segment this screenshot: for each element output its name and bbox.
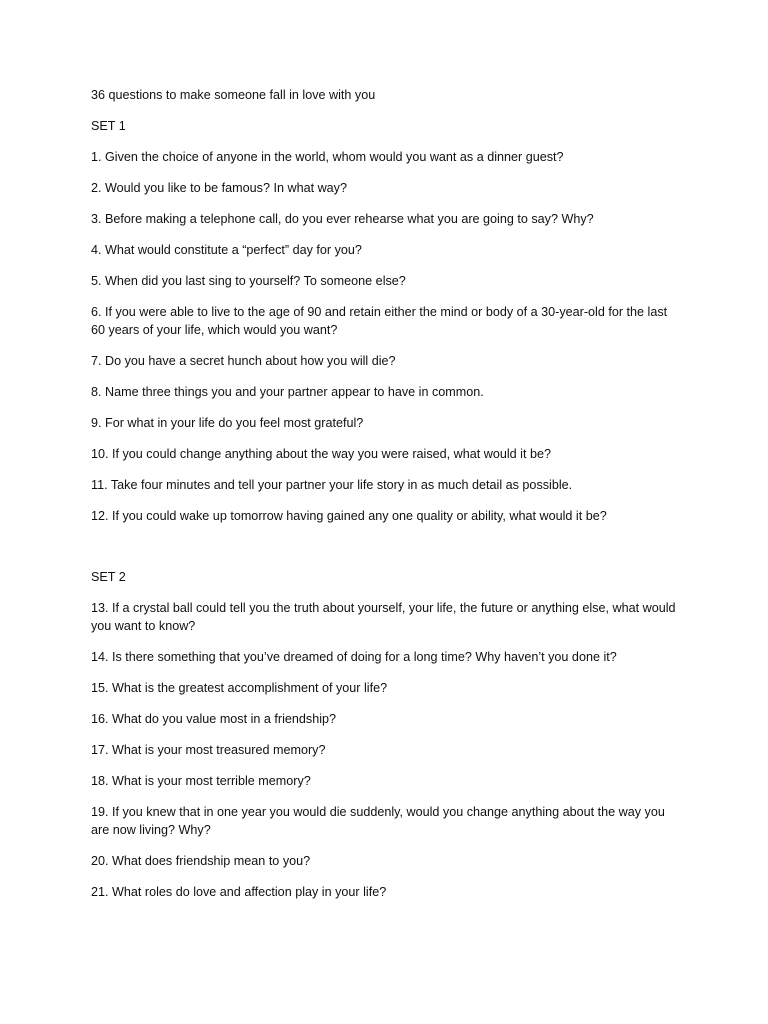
question-14: 14. Is there something that you’ve dreamed of doing for a long time? Why haven’t you done it? — [91, 650, 617, 664]
question-20: 20. What does friendship mean to you? — [91, 854, 311, 868]
question-18: 18. What is your most terrible memory? — [91, 774, 311, 788]
document-title: 36 questions to make someone fall in love with you — [91, 88, 376, 102]
question-7: 7. Do you have a secret hunch about how you will die? — [91, 354, 396, 368]
question-13: 13. If a crystal ball could tell you the truth about yourself, your life, the future or anything else, what would you want to know? — [91, 601, 676, 633]
set-2-heading: SET 2 — [91, 570, 126, 584]
question-6: 6. If you were able to live to the age of 90 and retain either the mind or body of a 30-year-old for the last 60 years of your life, which would you want? — [91, 305, 668, 337]
question-2: 2. Would you like to be famous? In what way? — [91, 181, 347, 195]
question-9: 9. For what in your life do you feel most grateful? — [91, 416, 364, 430]
question-8: 8. Name three things you and your partner appear to have in common. — [91, 385, 484, 399]
question-5: 5. When did you last sing to yourself? To someone else? — [91, 274, 406, 288]
question-12: 12. If you could wake up tomorrow having gained any one quality or ability, what would it be? — [91, 509, 607, 523]
question-21: 21. What roles do love and affection play in your life? — [91, 885, 387, 899]
question-17: 17. What is your most treasured memory? — [91, 743, 326, 757]
question-3: 3. Before making a telephone call, do you ever rehearse what you are going to say? Why? — [91, 212, 594, 226]
question-11: 11. Take four minutes and tell your partner your life story in as much detail as possible. — [91, 478, 573, 492]
document-page — [91, 86, 681, 914]
set-1-heading: SET 1 — [91, 119, 126, 133]
question-16: 16. What do you value most in a friendship? — [91, 712, 337, 726]
question-15: 15. What is the greatest accomplishment of your life? — [91, 681, 388, 695]
question-10: 10. If you could change anything about the way you were raised, what would it be? — [91, 447, 551, 461]
question-19: 19. If you knew that in one year you would die suddenly, would you change anything about the way you are now living? Why? — [91, 805, 665, 837]
question-1: 1. Given the choice of anyone in the world, whom would you want as a dinner guest? — [91, 150, 564, 164]
question-4: 4. What would constitute a “perfect” day for you? — [91, 243, 362, 257]
